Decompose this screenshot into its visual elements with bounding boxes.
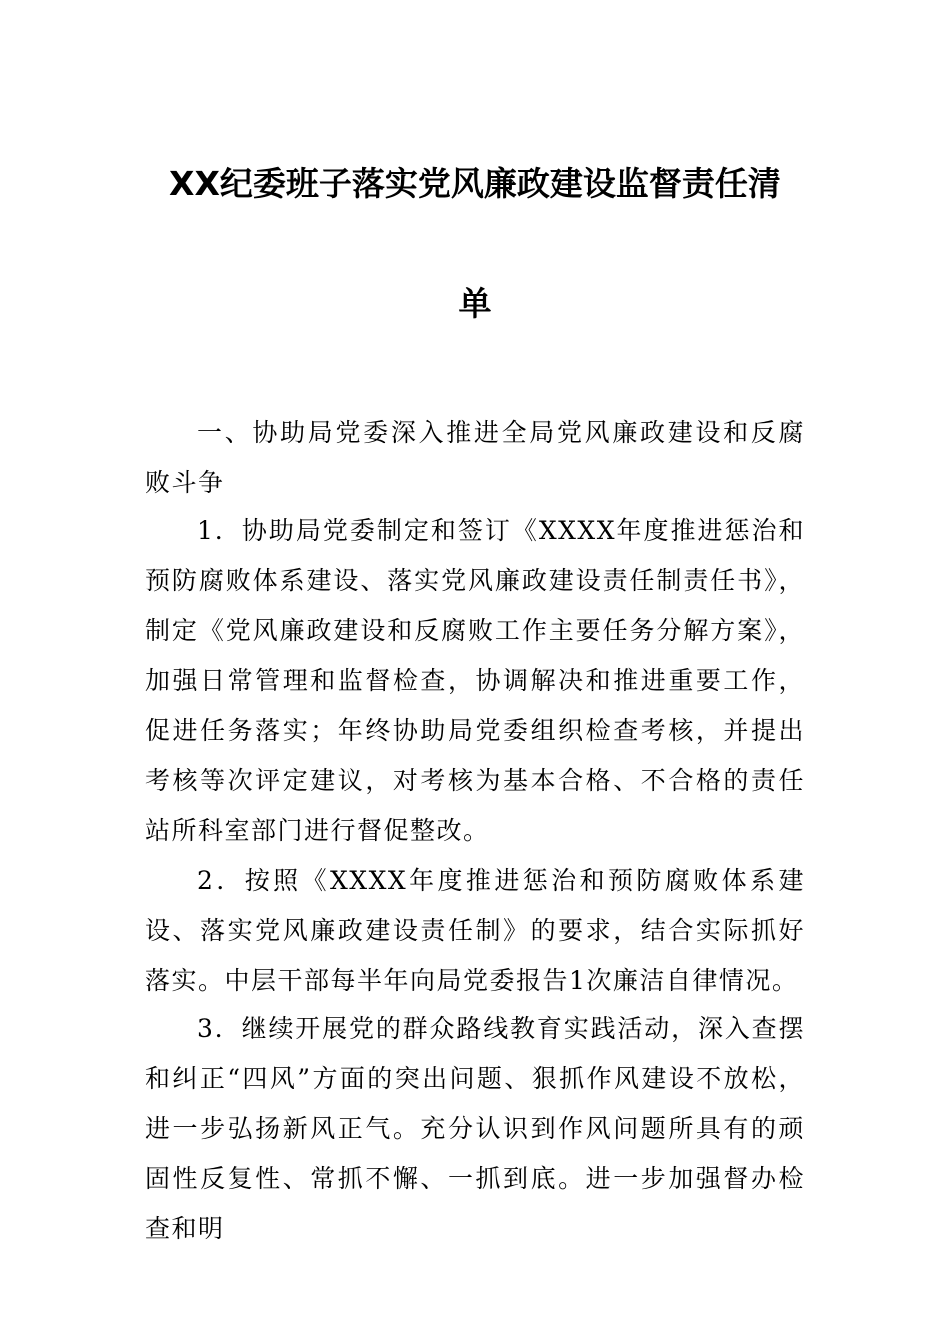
document-title-line-1: XX纪委班子落实党风廉政建设监督责任清 [169, 164, 781, 203]
paragraph-2: 2．按照《XXXX年度推进惩治和预防腐败体系建设、落实党风廉政建设责任制》的要求，结合实际抓好落实。中层干部每半年向局党委报告1次廉洁自律情况。 [145, 866, 805, 995]
section-heading: 一、协助局党委深入推进全局党风廉政建设和反腐败斗争 [145, 418, 805, 497]
document-title-line-2: 单 [458, 284, 492, 323]
paragraph-1: 1．协助局党委制定和签订《XXXX年度推进惩治和预防腐败体系建设、落实党风廉政建设责任制责任书》，制定《党风廉政建设和反腐败工作主要任务分解方案》，加强日常管理和监督检查，协调解决和推进重要工作，促进任务落实；年终协助局党委组织检查考核，并提出考核等次评定建议，对考核为基本合格、不合格的责任站所科室部门进行督促整改。 [145, 516, 805, 845]
paragraph-3: 3．继续开展党的群众路线教育实践活动，深入查摆和纠正“四风”方面的突出问题、狠抓作风建设不放松，进一步弘扬新风正气。充分认识到作风问题所具有的顽固性反复性、常抓不懈、一抓到底。进一步加强督办检查和明 [145, 1014, 805, 1243]
